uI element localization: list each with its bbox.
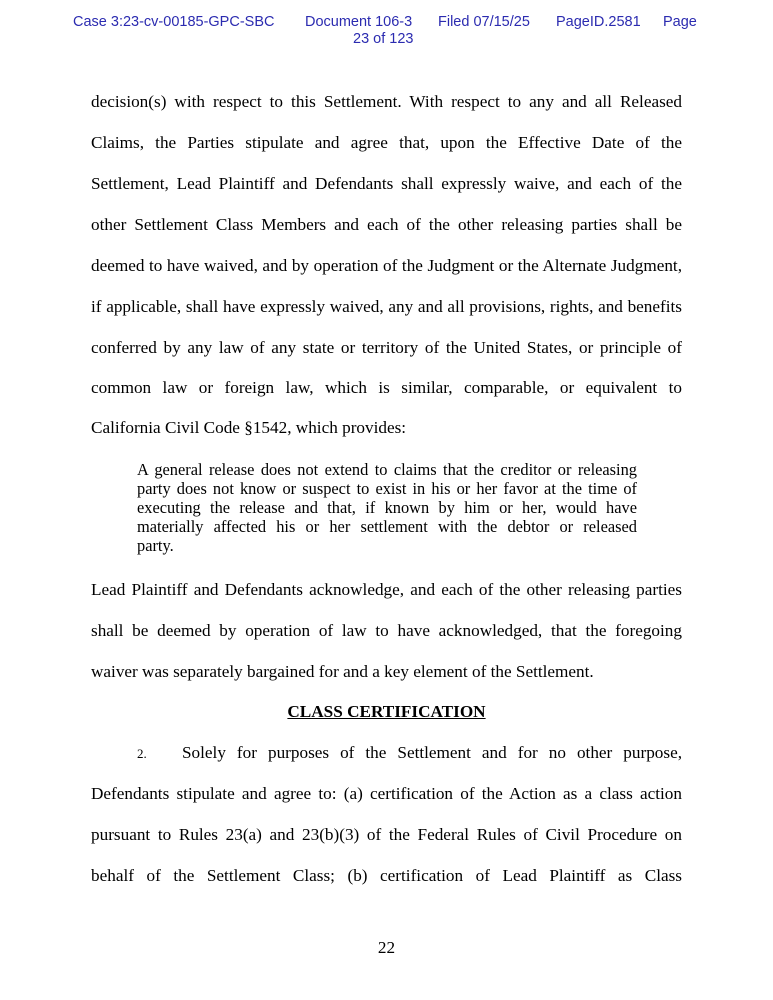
section-heading-text: CLASS CERTIFICATION: [287, 702, 486, 721]
body-line: waiver was separately bargained for and a key element of the Settlement.: [91, 662, 594, 681]
body-line: Lead Plaintiff and Defendants acknowledge, and each of the other releasing parties: [91, 580, 682, 599]
body-line: Solely for purposes of the Settlement and for no other purpose,: [182, 743, 682, 762]
body-line: pursuant to Rules 23(a) and 23(b)(3) of the Federal Rules of Civil Procedure on: [91, 825, 682, 844]
body-line: shall be deemed by operation of law to have acknowledged, that the foregoing: [91, 621, 682, 640]
body-line: if applicable, shall have expressly waived, any and all provisions, rights, and benefits: [91, 297, 682, 316]
body-line: deemed to have waived, and by operation of the Judgment or the Alternate Judgment,: [91, 256, 682, 275]
body-line: Defendants stipulate and agree to: (a) certification of the Action as a class action: [91, 784, 682, 803]
body-line: Claims, the Parties stipulate and agree that, upon the Effective Date of the: [91, 133, 682, 152]
body-line: other Settlement Class Members and each of the other releasing parties shall be: [91, 215, 682, 234]
quote-line: A general release does not extend to claims that the creditor or releasing: [137, 460, 637, 479]
quote-line: party.: [137, 536, 174, 555]
filed-date: Filed 07/15/25: [438, 14, 530, 30]
body-line: Settlement, Lead Plaintiff and Defendants shall expressly waive, and each of the: [91, 174, 682, 193]
page-number: 22: [377, 938, 396, 957]
block-quote: [137, 460, 637, 555]
quote-line: materially affected his or her settlement with the debtor or released: [137, 517, 637, 536]
body-line: decision(s) with respect to this Settlement. With respect to any and all Released: [91, 92, 682, 111]
page-of-total: 23 of 123: [353, 31, 414, 47]
document-number: Document 106-3: [305, 14, 413, 30]
case-number: Case 3:23-cv-00185-GPC-SBC: [73, 14, 275, 30]
section-heading: [0, 702, 773, 722]
body-line: common law or foreign law, which is similar, comparable, or equivalent to: [91, 378, 682, 397]
paragraph-number: 2.: [137, 746, 147, 761]
body-line: California Civil Code §1542, which provides:: [91, 418, 407, 437]
quote-line: executing the release and that, if known by him or her, would have: [137, 498, 637, 517]
body-line: behalf of the Settlement Class; (b) certification of Lead Plaintiff as Class: [91, 866, 682, 885]
body-line: conferred by any law of any state or territory of the United States, or principle of: [91, 338, 682, 357]
page-id: PageID.2581: [556, 14, 641, 30]
page-label: Page: [663, 14, 697, 30]
quote-line: party does not know or suspect to exist in his or her favor at the time of: [137, 479, 637, 498]
